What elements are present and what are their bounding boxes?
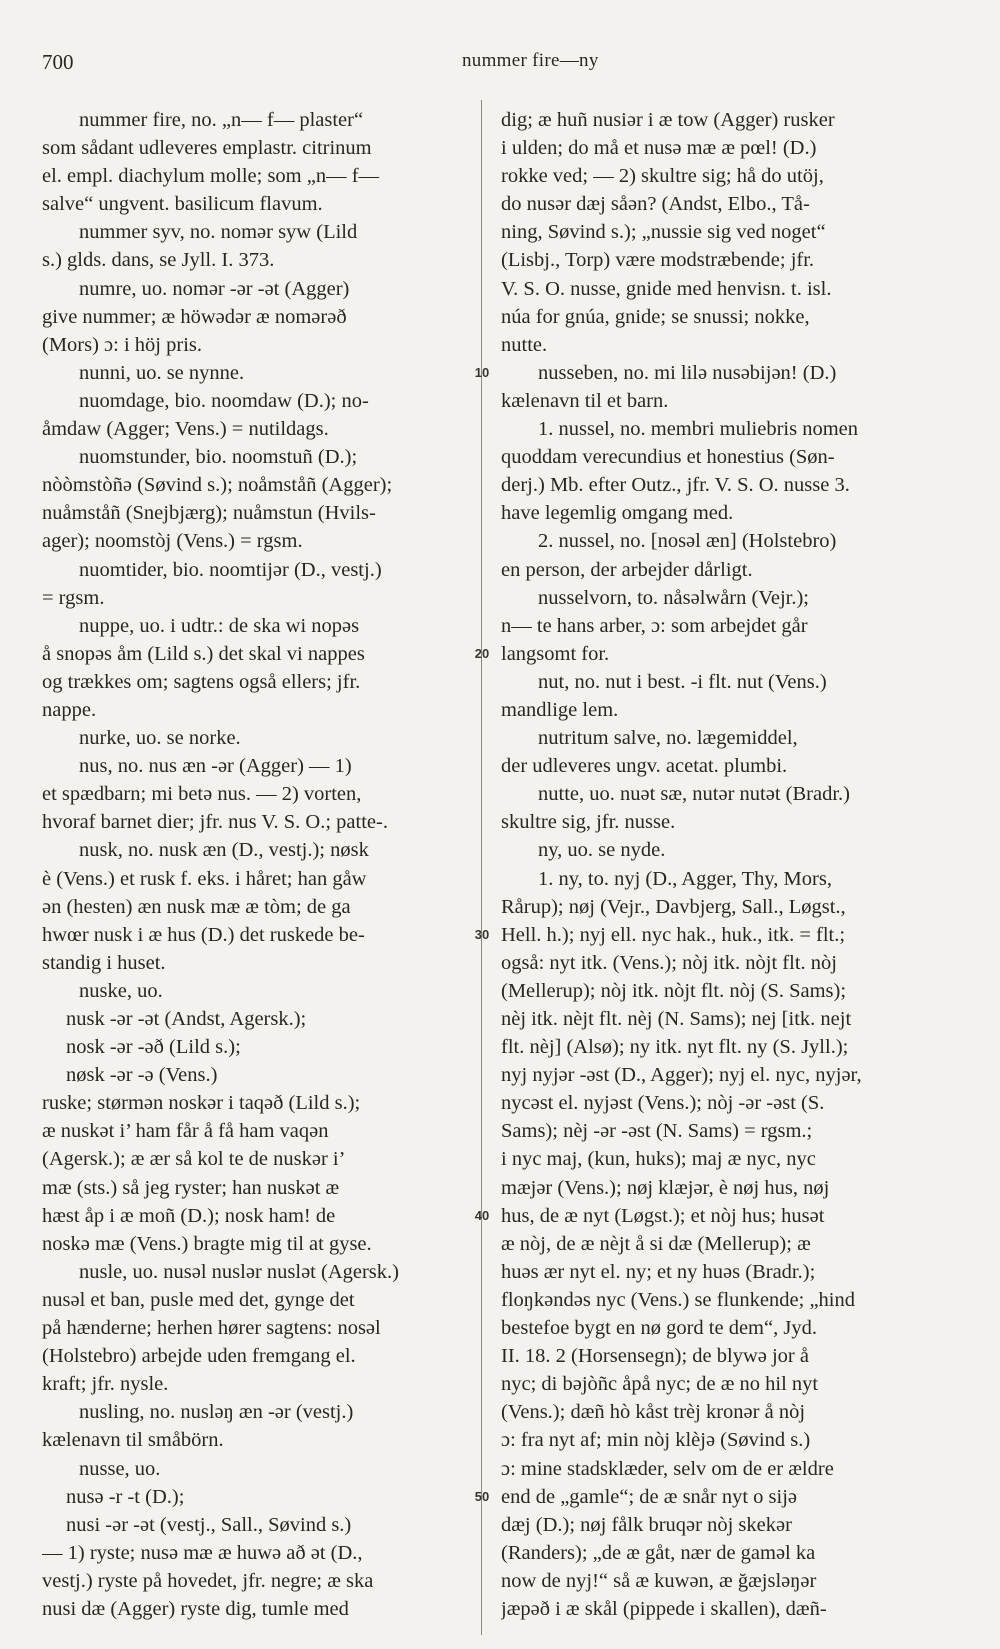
column-divider (481, 100, 482, 1635)
text-line: V. S. O. nusse, gnide med henvisn. t. isl. (501, 277, 832, 300)
text-line: derj.) Mb. efter Outz., jfr. V. S. O. nusse 3. (501, 474, 850, 497)
text-line: vestj.) ryste på hovedet, jfr. negre; æ ska (42, 1569, 374, 1592)
text-line: nusle, uo. nusəl nuslər nuslət (Agersk.) (79, 1260, 399, 1283)
text-line: nummer syv, no. nomər syw (Lild (79, 221, 358, 244)
text-line: 1. ny, to. nyj (D., Agger, Thy, Mors, (538, 867, 832, 890)
text-line: Hell. h.); nyj ell. nyc hak., huk., itk. = flt.; (501, 923, 846, 946)
text-line: Rårup); nøj (Vejr., Davbjerg, Sall., Løgst., (501, 895, 846, 918)
text-line: nòòmstòñə (Søvind s.); noåmståñ (Agger); (42, 474, 393, 497)
text-line: dæj (D.); nøj fålk bruqər nòj skekər (501, 1513, 792, 1536)
text-line: nusə -r -t (D.); (66, 1485, 185, 1508)
text-line: nappe. (42, 698, 97, 721)
text-line: (Holstebro) arbejde uden fremgang el. (42, 1345, 356, 1368)
text-line: ning, Søvind s.); „nussie sig ved noget“ (501, 221, 826, 244)
text-line: nurke, uo. se norke. (79, 727, 241, 750)
right-column (501, 106, 937, 1623)
text-line: nøsk -ər -ə (Vens.) (66, 1064, 218, 1087)
text-line: også: nyt itk. (Vens.); nòj itk. nòjt flt. nòj (501, 951, 837, 974)
text-line: nuske, uo. (79, 979, 163, 1002)
text-line: ən (hesten) æn nusk mæ æ tòm; de ga (42, 895, 351, 918)
text-line: nosk -ər -əð (Lild s.); (66, 1036, 241, 1059)
page-header (42, 50, 942, 84)
text-line: å snopəs åm (Lild s.) det skal vi nappes (42, 642, 365, 665)
text-line: do nusər dæj såən? (Andst, Elbo., Tå- (501, 193, 810, 216)
text-line: el. empl. diachylum molle; som „n— f— (42, 165, 380, 188)
running-head: nummer fire—ny (462, 50, 599, 71)
text-line: nutritum salve, no. lægemiddel, (538, 727, 798, 750)
text-line: nut, no. nut i best. -i flt. nut (Vens.) (538, 670, 827, 693)
text-line: nummer fire, no. „n— f— plaster“ (79, 109, 364, 131)
text-line: núa for gnúa, gnide; se snussi; nokke, (501, 305, 810, 328)
text-line: hus, de æ nyt (Løgst.); et nòj hus; husət (501, 1204, 825, 1227)
text-line: hæst åp i æ moñ (D.); nosk ham! de (42, 1204, 336, 1227)
text-line: ruske; størmən noskər i taqəð (Lild s.); (42, 1092, 361, 1115)
text-line: nutte. (501, 333, 548, 356)
text-line: jæpəð i æ skål (pippede i skallen), dæñ- (501, 1597, 827, 1620)
text-line: mæјər (Vens.); nøj klæјər, è nøj hus, nøj (501, 1176, 830, 1199)
text-line: hvoraf barnet dier; jfr. nus V. S. O.; patte-. (42, 811, 388, 834)
text-line: nusi dæ (Agger) ryste dig, tumle med (42, 1597, 349, 1620)
text-line: ɔ: mine stadsklæder, selv om de er ældre (501, 1457, 834, 1480)
text-line: mæ (sts.) så jeg ryster; han nuskət æ (42, 1176, 340, 1199)
text-line: rokke ved; — 2) skultre sig; hå do utöj, (501, 165, 824, 188)
text-line: nèj itk. nèjt flt. nèj (N. Sams); nej [itk. nejt (501, 1008, 852, 1030)
text-line: nus, no. nus æn -ər (Agger) — 1) (79, 755, 352, 778)
text-line: i nyc maj, (kun, huks); maj æ nyc, nyc (501, 1148, 816, 1171)
line-number-marker: 40 (474, 1207, 490, 1223)
text-line: åmdaw (Agger; Vens.) = nutildags. (42, 418, 329, 441)
text-line: nuomdage, bio. noomdaw (D.); no- (79, 389, 369, 412)
text-line: now de nyj!“ så æ kuwən, æ ğæјsləŋər (501, 1569, 817, 1592)
page-number: 700 (42, 50, 74, 74)
text-line: = rgsm. (42, 586, 105, 609)
text-line: numre, uo. nomər -ər -ət (Agger) (79, 277, 350, 300)
text-line: i ulden; do må et nusə mæ æ pœl! (D.) (501, 137, 817, 160)
text-line: (Randers); „de æ gåt, nær de gaməl ka (501, 1541, 816, 1564)
text-line: hwœr nusk i æ hus (D.) det ruskede be- (42, 923, 365, 946)
text-line: (Lisbj., Torp) være modstræbende; jfr. (501, 249, 815, 272)
text-line: kælenavn til småbörn. (42, 1429, 224, 1452)
text-line: nusselvorn, to. nåsəlwårn (Vejr.); (538, 586, 809, 609)
text-line: nusling, no. nusləŋ æn -ər (vestj.) (79, 1401, 354, 1424)
text-line: II. 18. 2 (Horsensegn); de blywə jor å (501, 1345, 809, 1368)
line-number-marker: 30 (474, 926, 490, 942)
text-line: kraft; jfr. nysle. (42, 1373, 169, 1396)
text-line: quoddam verecundius et honestius (Søn- (501, 446, 835, 469)
text-line: end de „gamle“; de æ snår nyt o siјə (501, 1485, 798, 1508)
text-line: ɔ: fra nyt af; min nòj klèjə (Søvind s.) (501, 1429, 811, 1452)
line-number-marker: 10 (474, 364, 490, 380)
text-line: (Vens.); dæñ hò kåst trèj kronər å nòj (501, 1401, 806, 1424)
text-line: skultre sig, jfr. nusse. (501, 811, 676, 834)
text-line: s.) glds. dans, se Jyll. I. 373. (42, 249, 275, 272)
text-line: langsomt for. (501, 642, 610, 665)
text-line: nusse, uo. (79, 1457, 161, 1480)
text-line: — 1) ryste; nusə mæ æ huwə að ət (D., (42, 1541, 363, 1564)
text-line: (Agersk.); æ ær så kol te de nuskər i’ (42, 1148, 346, 1171)
text-line: æ nuskət i’ ham får å få ham vaqən (42, 1120, 329, 1143)
text-line: nuomtider, bio. noomtiјər (D., vestj.) (79, 558, 382, 581)
text-line: på hænderne; herhen hører sagtens: nosəl (42, 1317, 381, 1340)
text-line: give nummer; æ höwədər æ nomərəð (42, 305, 347, 328)
text-line: og trækkes om; sagtens også ellers; jfr. (42, 670, 361, 693)
line-number-marker: 20 (474, 645, 490, 661)
text-line: nunni, uo. se nynne. (79, 361, 245, 384)
text-line: n— te hans arber, ɔ: som arbejdet går (501, 614, 808, 637)
text-line: have legemlig omgang med. (501, 502, 734, 525)
text-line: nuppe, uo. i udtr.: de ska wi nopəs (79, 614, 360, 637)
text-line: bestefoe bygt en nø gord te dem“, Jyd. (501, 1317, 817, 1340)
text-line: floŋkəndəs nyc (Vens.) se flunkende; „hind (501, 1288, 855, 1311)
text-line: der udleveres ungv. acetat. plumbi. (501, 755, 788, 778)
text-line: nusəl et ban, pusle med det, gynge det (42, 1288, 355, 1311)
text-line: en person, der arbejder dårligt. (501, 558, 753, 581)
text-line: æ nòj, de æ nèjt å si dæ (Mellerup); æ (501, 1232, 811, 1255)
text-line: dig; æ huñ nusiər i æ tow (Agger) rusker (501, 109, 835, 131)
text-line: et spædbarn; mi betə nus. — 2) vorten, (42, 783, 362, 806)
text-line: som sådant udleveres emplastr. citrinum (42, 137, 372, 160)
text-line: 2. nussel, no. [nosəl æn] (Holstebro) (538, 530, 837, 553)
text-line: nusk -ər -ət (Andst, Agersk.); (66, 1008, 307, 1030)
text-line: huəs ær nyt el. ny; et ny huəs (Bradr.); (501, 1260, 816, 1283)
text-line: nyc; di bəjòñc åpå nyc; de æ no hil nyt (501, 1373, 819, 1396)
text-line: nycəst el. nyjəst (Vens.); nòj -ər -əst (S. (501, 1092, 825, 1115)
text-line: (Mors) ɔ: i höj pris. (42, 333, 202, 356)
text-line: salve“ ungvent. basilicum flavum. (42, 193, 323, 216)
text-line: nusi -ər -ət (vestj., Sall., Søvind s.) (66, 1513, 352, 1536)
text-line: nusseben, no. mi lilə nusəbiјən! (D.) (538, 361, 837, 384)
text-line: Sams); nèj -ər -əst (N. Sams) = rgsm.; (501, 1120, 813, 1143)
text-line: è (Vens.) et rusk f. eks. i håret; han gåw (42, 867, 367, 890)
text-line: nyj nyјər -əst (D., Agger); nyj el. nyc, nyјər, (501, 1064, 862, 1087)
text-line: mandlige lem. (501, 698, 619, 721)
text-line: standig i huset. (42, 951, 166, 974)
text-line: noskə mæ (Vens.) bragte mig til at gyse. (42, 1232, 372, 1255)
text-line: nuomstunder, bio. noomstuñ (D.); (79, 446, 358, 469)
text-line: kælenavn til et barn. (501, 389, 669, 412)
text-line: 1. nussel, no. membri muliebris nomen (538, 418, 858, 441)
left-column (42, 106, 474, 1623)
text-line: nuåmståñ (Snejbjærg); nuåmstun (Hvils- (42, 502, 376, 525)
text-line: ager); noomstòj (Vens.) = rgsm. (42, 530, 303, 553)
line-number-marker: 50 (474, 1488, 490, 1504)
text-line: flt. nèj] (Alsø); ny itk. nyt flt. ny (S. Jyll.); (501, 1036, 849, 1059)
text-line: nutte, uo. nuət sæ, nutər nutət (Bradr.) (538, 783, 850, 806)
text-line: (Mellerup); nòj itk. nòjt flt. nòj (S. Sams); (501, 979, 847, 1002)
text-line: nusk, no. nusk æn (D., vestj.); nøsk (79, 839, 369, 862)
text-line: ny, uo. se nyde. (538, 839, 666, 862)
